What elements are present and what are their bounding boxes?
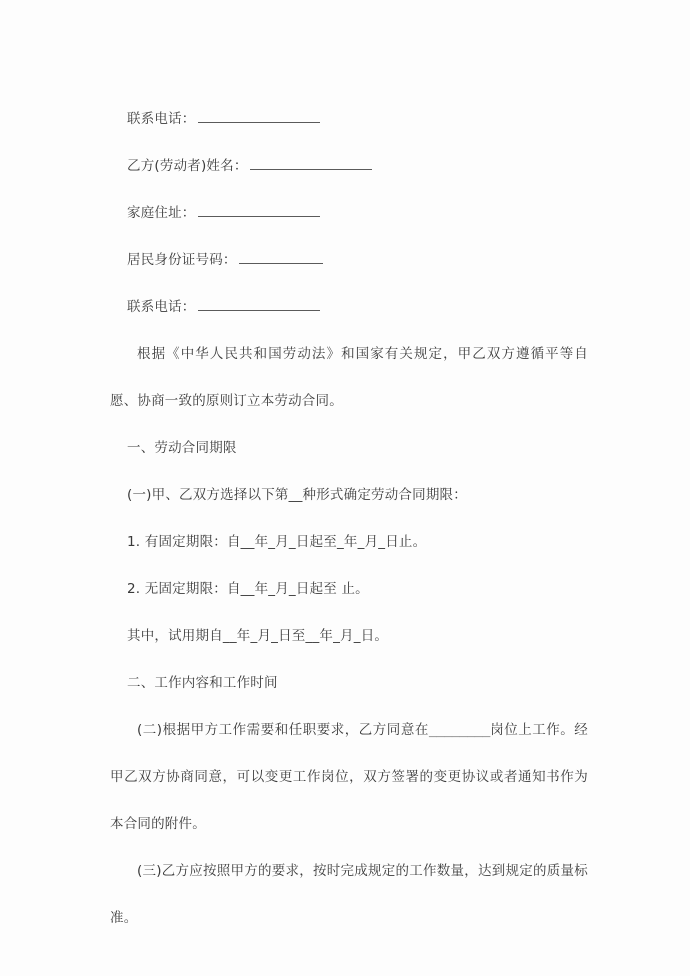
field-id-number <box>110 237 588 284</box>
probation-period-line: 其中，试用期自__年_月_日至__年_月_日。 <box>127 628 389 644</box>
term-option-open-ended: 2. 无固定期限：自__年_月_日起至 止。 <box>127 581 369 597</box>
clause-three-work-quality: (三)乙方应按照甲方的要求，按时完成规定的工作数量，达到规定的质量标准。 <box>110 863 588 926</box>
field-party-b-name <box>110 143 588 190</box>
clause-two-text-before: (二)根据甲方工作需要和任职要求，乙方同意在 <box>137 722 429 738</box>
section-heading-one: 一、劳动合同期限 <box>127 440 237 456</box>
field-blank-underline[interactable] <box>239 251 323 264</box>
field-blank-underline[interactable] <box>198 110 320 123</box>
field-home-address <box>110 190 588 237</box>
field-contact-phone-2 <box>110 284 588 331</box>
field-label: 居民身份证号码： <box>127 252 237 268</box>
clause-two-position-blank[interactable]: ________ <box>428 722 490 738</box>
field-label: 家庭住址： <box>127 205 196 221</box>
field-blank-underline[interactable] <box>250 157 372 170</box>
field-label: 乙方(劳动者)姓名： <box>127 158 248 174</box>
term-option-fixed: 1. 有固定期限：自__年_月_日起至_年_月_日止。 <box>127 534 427 550</box>
field-contact-phone-1 <box>110 96 588 143</box>
clause-two-text-after: 岗位上工作。经甲乙双方协商同意，可以变更工作岗位，双方签署的变更协议或者通知书作为本合同的附件。 <box>110 722 588 832</box>
document-body <box>110 96 588 942</box>
clause-two-job-position <box>110 707 588 848</box>
field-blank-underline[interactable] <box>198 298 320 311</box>
contract-preamble: 根据《中华人民共和国劳动法》和国家有关规定，甲乙双方遵循平等自愿、协商一致的原则订立本劳动合同。 <box>110 346 588 409</box>
clause-one-term-selection: (一)甲、乙双方选择以下第__种形式确定劳动合同期限： <box>127 487 467 503</box>
section-heading-two: 二、工作内容和工作时间 <box>127 675 278 691</box>
field-blank-underline[interactable] <box>198 204 320 217</box>
field-label: 联系电话： <box>127 299 196 315</box>
field-label: 联系电话： <box>127 111 196 127</box>
